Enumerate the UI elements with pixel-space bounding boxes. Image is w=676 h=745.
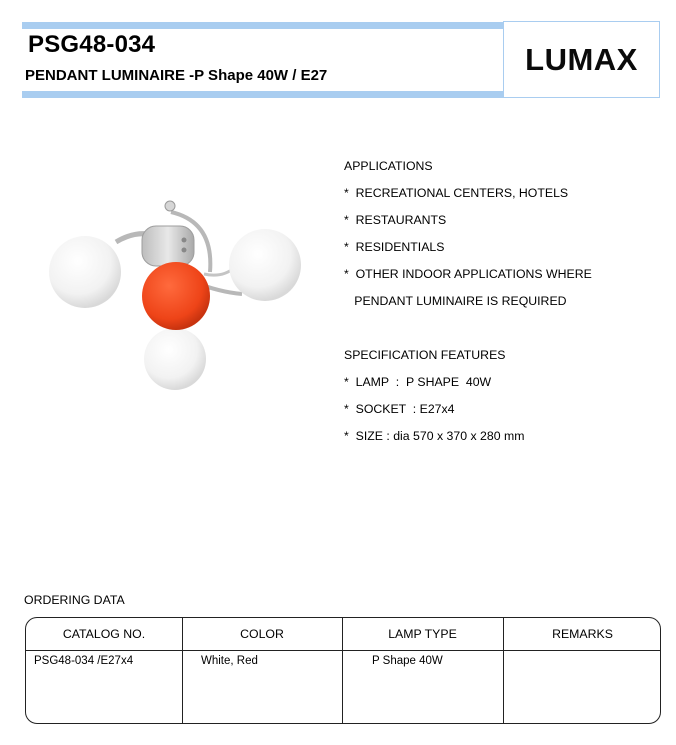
globe-red <box>142 262 210 330</box>
applications-item: * RESIDENTIALS <box>344 240 445 254</box>
specification-item: * SOCKET : E27x4 <box>344 402 455 416</box>
center-body <box>142 226 194 266</box>
section-spacer <box>344 320 592 347</box>
product-photo <box>44 192 314 397</box>
header-top-bar <box>22 22 503 29</box>
specification-item: * LAMP : P SHAPE 40W <box>344 375 492 389</box>
header-divider <box>26 650 660 651</box>
column-header-color: COLOR <box>240 627 284 641</box>
finial <box>165 201 175 211</box>
applications-item: * OTHER INDOOR APPLICATIONS WHERE <box>344 267 592 281</box>
header-bottom-bar <box>22 91 503 98</box>
spec-column <box>344 158 592 455</box>
globe-left <box>49 236 121 308</box>
applications-item: * RECREATIONAL CENTERS, HOTELS <box>344 186 569 200</box>
ordering-table <box>25 617 661 724</box>
brand-logo-text: LUMAX <box>525 41 638 77</box>
applications-item: PENDANT LUMINAIRE IS REQUIRED <box>344 294 567 308</box>
specification-item: * SIZE : dia 570 x 370 x 280 mm <box>344 429 525 443</box>
globe-right <box>229 229 301 301</box>
applications-title: APPLICATIONS <box>344 159 433 173</box>
cell-color: White, Red <box>201 655 258 667</box>
ordering-data-title: ORDERING DATA <box>24 593 125 607</box>
column-header-lamp-type: LAMP TYPE <box>388 627 457 641</box>
product-subtitle: PENDANT LUMINAIRE -P Shape 40W / E27 <box>25 67 328 84</box>
column-header-remarks: REMARKS <box>552 627 613 641</box>
cell-lamp-type: P Shape 40W <box>372 655 443 667</box>
specification-title: SPECIFICATION FEATURES <box>344 348 506 362</box>
column-header-catalog: CATALOG NO. <box>62 627 146 641</box>
product-code: PSG48-034 <box>28 31 156 58</box>
brand-logo <box>503 21 660 98</box>
globe-bottom <box>144 328 206 390</box>
cell-catalog-no: PSG48-034 /E27x4 <box>34 655 134 667</box>
applications-item: * RESTAURANTS <box>344 213 447 227</box>
